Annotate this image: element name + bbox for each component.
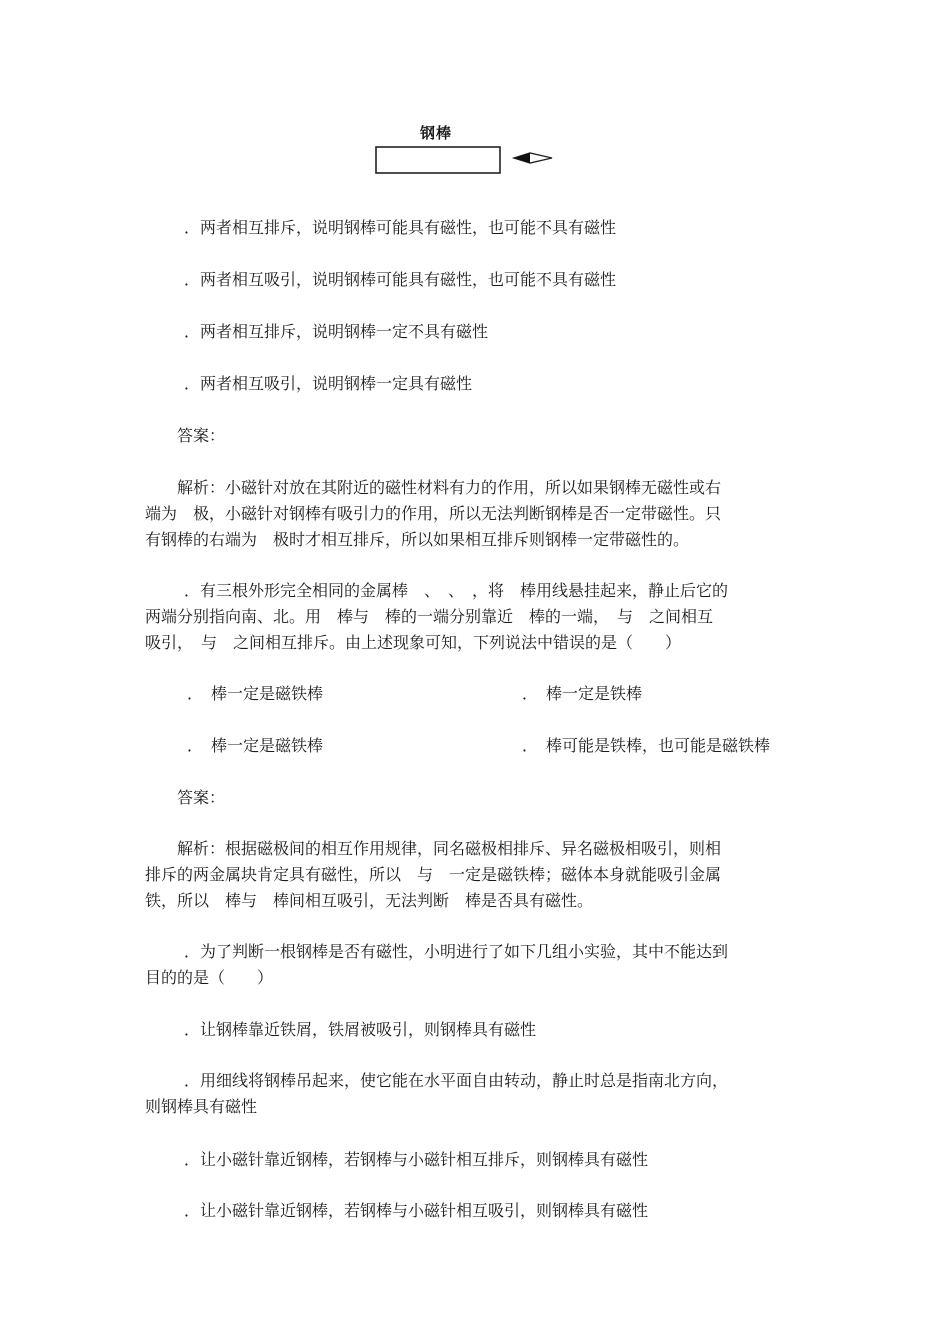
q1-option-a: ．两者相互排斥，说明钢棒可能具有磁性，也可能不具有磁性 bbox=[184, 218, 617, 237]
q2-analysis-line-2: 排斥的两金属块肯定具有磁性，所以 与 一定是磁铁棒；磁体本身就能吸引金属 bbox=[145, 865, 722, 884]
q1-analysis-line-1: 解析：小磁针对放在其附近的磁性材料有力的作用，所以如果钢棒无磁性或右 bbox=[177, 478, 722, 497]
q2-analysis-line-3: 铁，所以 棒与 棒间相互吸引，无法判断 棒是否具有磁性。 bbox=[145, 891, 594, 910]
q3-option-a: ．让钢棒靠近铁屑，铁屑被吸引，则钢棒具有磁性 bbox=[184, 1020, 537, 1039]
bar-and-needle-diagram bbox=[374, 122, 564, 182]
q2-option-a: ． 棒一定是磁铁棒 bbox=[187, 684, 324, 703]
q2-option-c: ． 棒一定是磁铁棒 bbox=[187, 736, 324, 755]
q1-analysis-line-3: 有钢棒的右端为 极时才相互排斥，所以如果相互排斥则钢棒一定带磁性的。 bbox=[145, 530, 690, 549]
q2-stem-line-3: 吸引， 与 之间相互排斥。由上述现象可知，下列说法中错误的是（ ） bbox=[145, 633, 682, 652]
figure-label: 钢棒 bbox=[420, 124, 453, 142]
q2-option-d: ． 棒可能是铁棒，也可能是磁铁棒 bbox=[522, 736, 771, 755]
q2-analysis-line-1: 解析：根据磁极间的相互作用规律，同名磁极相排斥、异名磁极相吸引，则相 bbox=[177, 839, 722, 858]
q1-option-d: ．两者相互吸引，说明钢棒一定具有磁性 bbox=[184, 374, 473, 393]
q3-stem-line-1: ．为了判断一根钢棒是否有磁性，小明进行了如下几组小实验，其中不能达到 bbox=[184, 942, 729, 961]
q1-analysis-line-2: 端为 极，小磁针对钢棒有吸引力的作用，所以无法判断钢棒是否一定带磁性。只 bbox=[145, 504, 722, 523]
q3-option-d: ．让小磁针靠近钢棒，若钢棒与小磁针相互吸引，则钢棒具有磁性 bbox=[184, 1201, 649, 1220]
q1-option-c: ．两者相互排斥，说明钢棒一定不具有磁性 bbox=[184, 322, 489, 341]
q2-option-b: ． 棒一定是铁棒 bbox=[522, 684, 643, 703]
steel-bar-shape bbox=[376, 147, 500, 173]
q1-option-b: ．两者相互吸引，说明钢棒可能具有磁性，也可能不具有磁性 bbox=[184, 270, 617, 289]
q2-answer: 答案： bbox=[177, 788, 226, 807]
q3-stem-line-2: 目的的是（ ） bbox=[145, 968, 274, 987]
q3-option-c: ．让小磁针靠近钢棒，若钢棒与小磁针相互排斥，则钢棒具有磁性 bbox=[184, 1150, 649, 1169]
q1-answer: 答案： bbox=[177, 426, 226, 445]
steel-bar-figure bbox=[374, 122, 564, 182]
needle-dark-half bbox=[514, 153, 530, 163]
q2-stem-line-1: ．有三根外形完全相同的金属棒 、 、 ，将 棒用线悬挂起来，静止后它的 bbox=[184, 581, 729, 600]
q2-stem-line-2: 两端分别指向南、北。用 棒与 棒的一端分别靠近 棒的一端， 与 之间相互 bbox=[145, 607, 714, 626]
q3-option-b-line-1: ．用细线将钢棒吊起来，使它能在水平面自由转动，静止时总是指南北方向， bbox=[184, 1071, 729, 1090]
q3-option-b-line-2: 则钢棒具有磁性 bbox=[145, 1097, 258, 1116]
